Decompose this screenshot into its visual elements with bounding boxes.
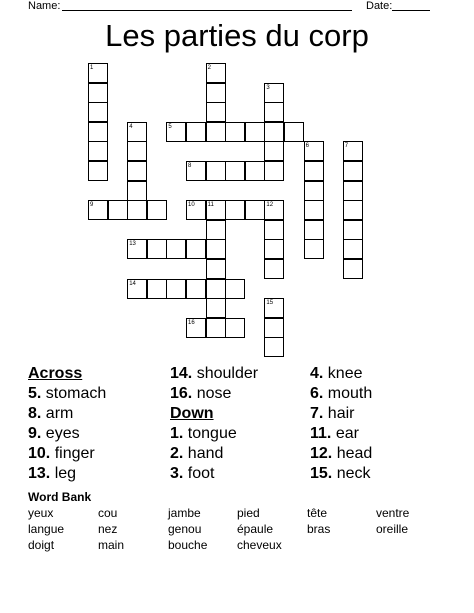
crossword-cell[interactable] [343,181,363,201]
crossword-cell[interactable] [206,63,226,83]
across-heading: Across [28,365,83,382]
crossword-cell[interactable] [264,337,284,357]
down-heading: Down [170,405,214,422]
crossword-cell[interactable] [206,318,226,338]
clue-number: 16 [188,319,195,326]
page-title: Les parties du corp [105,18,369,53]
crossword-cell[interactable] [206,161,226,181]
clue-across-9: 9. eyes [28,425,80,442]
crossword-cell[interactable] [186,200,206,220]
clue-across-14: 14. shoulder [170,365,259,382]
clue-number: 5 [168,123,172,130]
crossword-cell[interactable] [186,239,206,259]
word-bank-item: oreille [376,522,409,536]
crossword-cell[interactable] [264,298,284,318]
crossword-cell[interactable] [206,122,226,142]
word-bank-item: jambe [168,506,201,520]
crossword-cell[interactable] [343,259,363,279]
clue-down-1: 1. tongue [170,425,237,442]
crossword-cell[interactable] [343,239,363,259]
word-bank-item: langue [28,522,65,536]
clue-column-1 [28,364,106,484]
clue-across-10: 10. finger [28,445,95,462]
crossword-cell[interactable] [88,102,108,122]
crossword-cell[interactable] [304,141,324,161]
clue-down-12: 12. head [310,445,373,462]
crossword-cell[interactable] [127,239,147,259]
crossword-cell[interactable] [304,200,324,220]
crossword-cell[interactable] [264,259,284,279]
word-bank-item: tête [307,506,328,520]
crossword-cell[interactable] [343,220,363,240]
crossword-cell[interactable] [88,122,108,142]
crossword-cell[interactable] [225,122,245,142]
word-bank-item: ventre [376,506,410,520]
crossword-cell[interactable] [304,161,324,181]
crossword-cell[interactable] [264,318,284,338]
crossword-cell[interactable] [264,83,284,103]
word-bank-item: yeux [28,506,54,520]
crossword-cell[interactable] [127,141,147,161]
crossword-cell[interactable] [127,161,147,181]
word-bank-item: épaule [237,522,274,536]
crossword-cell[interactable] [264,141,284,161]
crossword-cell[interactable] [186,122,206,142]
crossword-cell[interactable] [264,161,284,181]
crossword-cell[interactable] [264,239,284,259]
crossword-cell[interactable] [225,279,245,299]
name-label: Name: [28,0,61,12]
crossword-cell[interactable] [166,239,186,259]
crossword-cell[interactable] [264,200,284,220]
crossword-cell[interactable] [304,220,324,240]
crossword-cell[interactable] [88,141,108,161]
clue-number: 11 [207,202,214,209]
crossword-cell[interactable] [264,220,284,240]
crossword-cell[interactable] [245,122,265,142]
crossword-cell[interactable] [127,181,147,201]
crossword-cell[interactable] [108,200,128,220]
crossword-cell[interactable] [304,239,324,259]
crossword-cell[interactable] [147,279,167,299]
crossword-cell[interactable] [206,220,226,240]
clue-across-16: 16. nose [170,385,232,402]
word-bank-item: nez [98,522,118,536]
word-bank-title: Word Bank [28,490,92,504]
crossword-cell[interactable] [166,279,186,299]
crossword-cell[interactable] [186,318,206,338]
word-bank-item: bras [307,522,331,536]
clue-down-2: 2. hand [170,445,224,462]
crossword-cell[interactable] [206,298,226,318]
clue-number: 13 [129,241,136,248]
crossword-cell[interactable] [166,122,186,142]
crossword-cell[interactable] [225,200,245,220]
crossword-cell[interactable] [264,122,284,142]
crossword-cell[interactable] [186,161,206,181]
date-label: Date: [366,0,393,12]
crossword-cell[interactable] [88,83,108,103]
clue-number: 10 [188,202,195,209]
clue-number: 9 [90,202,94,209]
crossword-cell[interactable] [343,161,363,181]
clue-number: 12 [266,202,274,209]
clue-number: 6 [305,143,309,150]
crossword-cell[interactable] [225,161,245,181]
clue-down-4: 4. knee [310,365,363,382]
crossword-cell[interactable] [206,239,226,259]
crossword-cell[interactable] [206,102,226,122]
clue-column-3 [310,364,372,484]
word-bank-item: doigt [28,538,55,552]
clue-number: 2 [207,65,211,71]
crossword-cell[interactable] [206,83,226,103]
clue-across-8: 8. arm [28,405,74,422]
crossword-cell[interactable] [127,279,147,299]
word-bank-item: bouche [168,538,208,552]
clue-across-13: 13. leg [28,465,77,482]
word-bank-item: cou [98,506,118,520]
word-bank-item: cheveux [237,538,282,552]
crossword-cell[interactable] [304,181,324,201]
clue-down-6: 6. mouth [310,385,373,402]
crossword-cell[interactable] [88,200,108,220]
clue-number: 3 [266,84,270,91]
crossword-cell[interactable] [88,161,108,181]
clue-down-7: 7. hair [310,405,355,422]
clue-down-11: 11. ear [310,425,359,442]
crossword-cell[interactable] [127,122,147,142]
word-bank-item: genou [168,522,202,536]
word-bank-item: main [98,538,125,552]
clue-number: 1 [90,65,94,71]
clue-down-15: 15. neck [310,465,371,482]
crossword-cell[interactable] [245,161,265,181]
clue-number: 8 [188,163,192,169]
crossword-cell[interactable] [245,200,265,220]
crossword-cell[interactable] [147,239,167,259]
crossword-cell[interactable] [206,259,226,279]
clue-column-2 [170,364,258,484]
clue-number: 14 [129,280,136,287]
crossword-cell[interactable] [88,63,108,83]
crossword-cell[interactable] [284,122,304,142]
clue-down-3: 3. foot [170,465,215,482]
crossword-cell[interactable] [264,102,284,122]
crossword-cell[interactable] [206,279,226,299]
crossword-cell[interactable] [206,200,226,220]
crossword-cell[interactable] [186,279,206,299]
clue-across-5: 5. stomach [28,385,107,402]
word-bank-item: pied [237,506,260,520]
clue-number: 7 [344,143,349,150]
crossword-cell[interactable] [225,318,245,338]
crossword-cell[interactable] [127,200,147,220]
clue-number: 15 [266,300,274,307]
crossword-cell[interactable] [343,141,363,161]
clue-number: 4 [129,123,133,130]
crossword-cell[interactable] [343,200,363,220]
crossword-cell[interactable] [147,200,167,220]
